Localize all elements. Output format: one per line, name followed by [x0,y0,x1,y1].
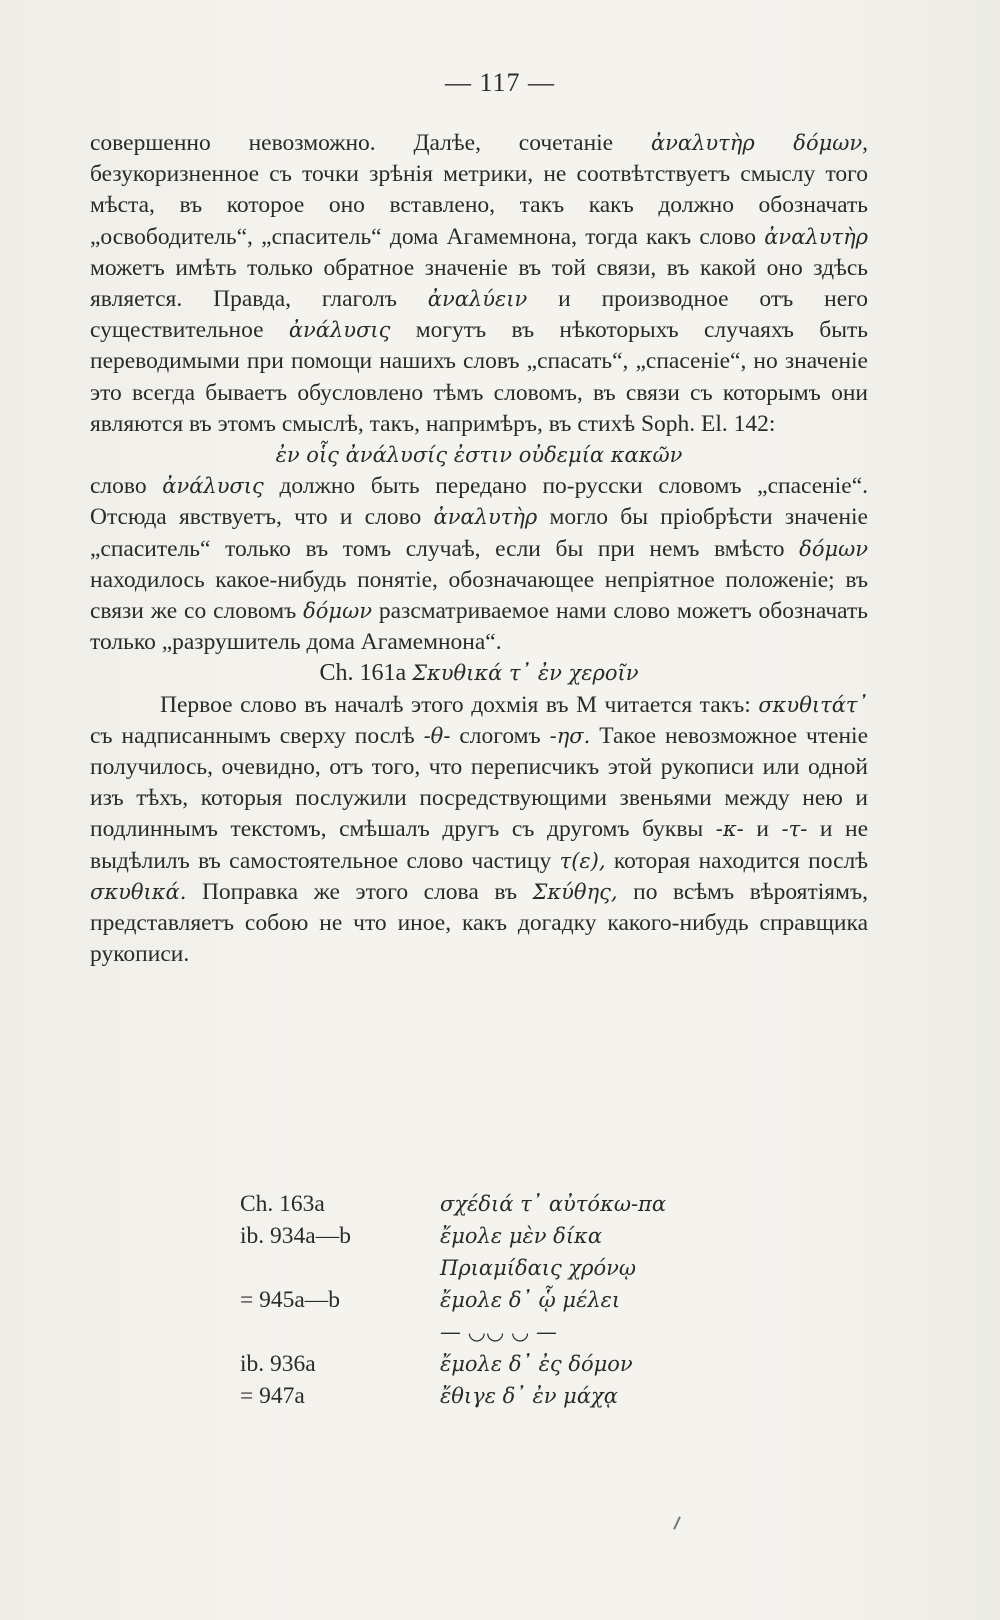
verse-greek: Πριαμίδαις χρόνῳ [440,1256,637,1280]
text-span: можетъ имѣть только обратное значеніе въ той связи, въ какой оно здѣсь является. Правда, глаголъ [90,254,868,313]
text-span: совершенно невозможно. Далѣе, сочетаніе [90,130,651,156]
verse-ref: Ch. 163a [240,1190,325,1217]
greek-phrase: -ησ. [549,723,591,748]
ink-speck [673,1516,681,1530]
verse-greek: ἔθιγε δ᾽ ἐν μάχᾳ [440,1384,618,1408]
text-span: слогомъ [450,722,550,749]
greek-phrase: ἀνάλυσις [288,318,391,343]
text-span: и производное отъ него существительное [90,286,868,344]
text-span: и [743,816,782,843]
verse-row [240,1380,700,1412]
verse-row [240,1316,700,1348]
verse-greek: ἔμολε δ᾽ ἐς δόμον [440,1352,633,1376]
greek-phrase: ἀναλυτὴρ [764,224,868,249]
text-span: разсматриваемое нами слово можетъ обозначать только „разрушитель дома Агамемнона“. [90,598,868,656]
text-span: Такое невозможное чтеніе получилось, очевидно, отъ того, что переписчикъ этой рукописи или одной изъ тѣхъ, которыя послужили посредствующими звеньями между нею и подлиннымъ текстомъ, смѣшалъ другъ съ другомъ буквы [90,722,869,843]
text-span: находилось какое-нибудь понятіе, обозначающее непріятное положеніе; въ связи же со словомъ [90,566,868,625]
text-span: Первое слово въ началѣ этого дохмія въ M читается такъ: [160,691,759,718]
text-span: которая находится послѣ [605,847,868,874]
greek-phrase: τ(ε), [559,848,606,873]
greek-phrase: ἀναλυτὴρ δόμων [650,131,863,155]
text-span: и не выдѣлилъ въ самостоятельное слово частицу [90,816,869,874]
text-span: должно быть передано по-русски словомъ „спасеніе“. Отсюда явствуетъ, что и слово [90,473,869,531]
paragraph-3 [90,690,868,971]
verse-row [240,1284,700,1316]
verse-ref: ib. 936a [240,1350,316,1377]
text-span: по всѣмъ вѣроятіямъ, представляетъ собою не что иное, какъ догадку какого-нибудь справщика рукописи. [90,878,868,968]
text-span: слово [90,473,163,500]
text-span: могло бы пріобрѣсти значеніе „спаситель“ только въ томъ случаѣ, если бы при немъ вмѣсто [90,504,868,562]
quotation-line: ἐν οἷς ἀνάλυσίς ἐστιν οὐδεμία κακῶν [275,443,683,468]
paragraph-2 [90,471,868,658]
greek-phrase: δόμων [799,536,868,561]
verse-ref: = 945a—b [240,1286,341,1313]
greek-phrase: σκυθιτάτ᾽ [758,692,868,717]
verse-row [240,1188,700,1220]
verse-ref: = 947a [240,1382,305,1409]
section-heading [90,658,868,689]
greek-phrase: ἀνάλυσις [162,474,264,499]
verse-ref: ib. 934a—b [240,1222,351,1249]
paragraph-1 [90,128,868,440]
verse-row [240,1348,700,1380]
verse-greek: σχέδιά τ᾽ αὐτόκω-πα [440,1192,667,1216]
verse-comparison-table [240,1188,700,1412]
verse-greek: ἔμολε δ᾽ ᾧ μέλει [440,1288,621,1312]
greek-phrase: -τ- [781,817,808,842]
text-span: могутъ въ нѣкоторыхъ случаяхъ быть переводимыми при помощи нашихъ словъ „спасать“, „спасеніе“, но значеніе это всегда бываетъ обусловлено тѣмъ словомъ, въ связи съ которымъ они являются въ этомъ смыслѣ, такъ, напримѣръ, въ стихѣ Soph. El. 142: [90,317,868,437]
greek-phrase: δόμων [303,599,372,624]
greek-phrase: ἀναλυτὴρ [433,505,538,530]
heading-greek: Σκυθικά τ᾽ ἐν χεροῖν [412,661,639,686]
greek-phrase: σκυθικά. [90,879,187,904]
verse-row [240,1252,700,1284]
metrical-scheme: — ◡◡ ◡ — [440,1320,557,1344]
greek-phrase: ἀναλύειν [427,287,528,312]
greek-phrase: Σκύθης, [532,879,618,904]
verse-row [240,1220,700,1252]
text-span: съ надписаннымъ сверху послѣ [90,722,424,749]
text-span: , безукоризненное съ точки зрѣнія метрики, не соотвѣтствуетъ смыслу того мѣста, въ которое оно вставлено, такъ какъ должно обозначать „освободитель“, „спаситель“ дома Агамемнона, тогда какъ слово [90,130,869,250]
heading-ref: Ch. 161a [319,660,407,687]
greek-phrase: -κ- [715,817,744,842]
page-number: — 117 — [444,68,556,97]
text-span: Поправка же этого слова въ [186,878,533,905]
body-text [90,128,868,970]
verse-greek: ἔμολε μὲν δίκα [440,1224,603,1248]
greek-phrase: -θ- [423,723,451,748]
